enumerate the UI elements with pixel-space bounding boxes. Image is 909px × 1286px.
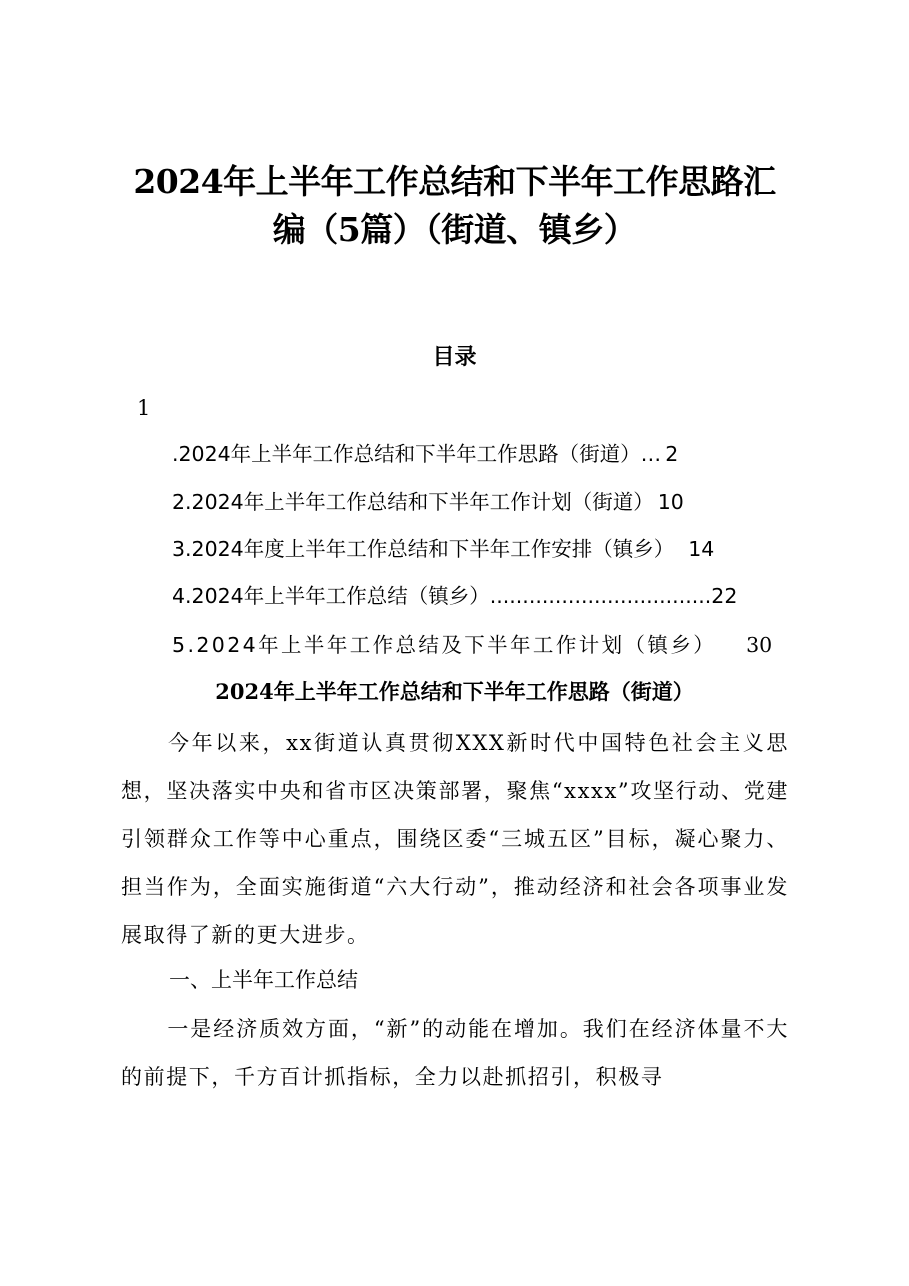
toc-item-page: 14: [688, 537, 715, 561]
toc-page-marker: 1: [137, 396, 151, 420]
toc-item-page: 10: [657, 490, 684, 514]
toc-item-page: 2: [665, 442, 679, 466]
document-title-line-2: 编（5篇）（街道、镇乡）: [272, 210, 637, 249]
section-title: 2024年上半年工作总结和下半年工作思路（街道）: [215, 679, 694, 704]
paragraph-2-text: 一是经济质效方面，“新”的动能在增加。我们在经济体量不大的前提下，千方百计抓指标，全力以赴抓招引，积极寻: [121, 1017, 789, 1089]
toc-item-text: 4.2024年上半年工作总结（镇乡）..................................: [172, 584, 712, 608]
document-title-line-1: 2024年上半年工作总结和下半年工作思路汇: [133, 162, 776, 201]
toc-item-page: 30: [746, 633, 773, 657]
toc-item-5[interactable]: [172, 629, 772, 661]
toc-item-2[interactable]: [172, 486, 684, 518]
toc-item-text: 3.2024年度上半年工作总结和下半年工作安排（镇乡）: [172, 537, 675, 561]
toc-item-1[interactable]: [172, 438, 678, 470]
toc-item-4[interactable]: [172, 580, 737, 612]
paragraph-1-text: 今年以来，xx街道认真贯彻XXX新时代中国特色社会主义思想，坚决落实中央和省市区决策部署，聚焦“xxxx”攻坚行动、党建引领群众工作等中心重点，围绕区委“三城五区”目标，凝心聚力、担当作为，全面实施街道“六大行动”，推动经济和社会各项事业发展取得了新的更大进步。: [121, 731, 789, 947]
paragraph-2: [121, 1005, 789, 1101]
subheading-first-half-summary: 一、上半年工作总结: [169, 968, 358, 992]
toc-item-text: 2.2024年上半年工作总结和下半年工作计划（街道）: [172, 490, 654, 514]
toc-item-3[interactable]: [172, 533, 714, 565]
toc-item-text: 5.2024年上半年工作总结及下半年工作计划（镇乡）: [172, 633, 717, 657]
toc-heading: 目录: [432, 344, 477, 370]
toc-item-text: .2024年上半年工作总结和下半年工作思路（街道）…: [172, 442, 662, 466]
document-title: [120, 158, 789, 254]
paragraph-1: [121, 719, 789, 959]
toc-item-page: 22: [711, 584, 738, 608]
